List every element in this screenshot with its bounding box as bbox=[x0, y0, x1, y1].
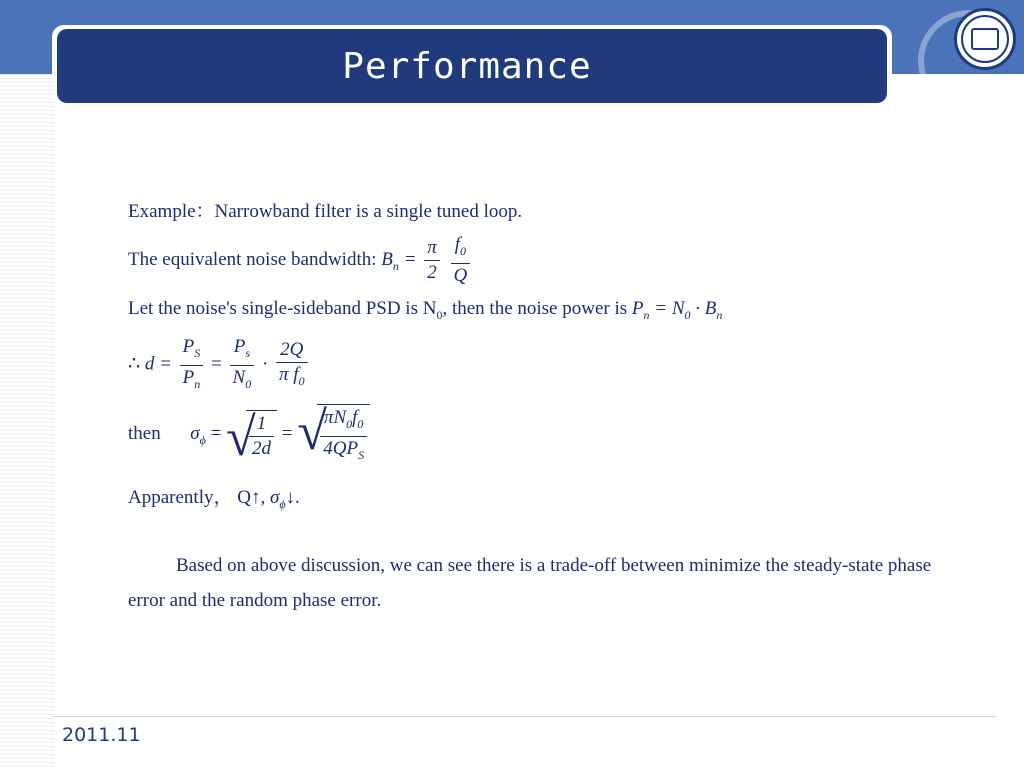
f-subscript: 0 bbox=[460, 243, 466, 258]
ps-symbol: P bbox=[233, 336, 246, 357]
sqrt-one-over-2d bbox=[226, 406, 277, 467]
n0-symbol: = N bbox=[654, 298, 685, 319]
frac-denominator bbox=[320, 437, 367, 466]
up-arrow-icon: ↑ bbox=[250, 487, 261, 508]
period: . bbox=[295, 487, 300, 508]
frac-numerator: 2Q bbox=[276, 339, 308, 363]
n0-symbol: N bbox=[232, 366, 246, 388]
pi-n-symbol: πN bbox=[323, 407, 347, 428]
ps-subscript: s bbox=[245, 345, 250, 360]
sigma-term bbox=[269, 487, 286, 511]
psd-text-tail: , then the noise power is bbox=[442, 298, 628, 319]
bandwidth-formula: $B_n$ = $\frac{\pi}{2}$ $\frac{f_0}{Q}$ bbox=[381, 249, 473, 270]
frac-denominator: 2 bbox=[427, 261, 437, 283]
conclusion-paragraph: Based on above discussion, we can see there is a trade-off between minimize the steady-state phase error and the random phase error. bbox=[128, 555, 932, 611]
footer-divider bbox=[54, 716, 996, 717]
pn-symbol: P bbox=[182, 366, 195, 388]
example-line: Example：Narrowband filter is a single tuned loop. bbox=[128, 201, 523, 222]
sqrt-noise-ratio bbox=[297, 401, 370, 466]
pi-over-two bbox=[424, 237, 440, 284]
f-symbol: f bbox=[454, 234, 460, 255]
sigma-lhs bbox=[190, 423, 206, 447]
2q-over-pi-f0 bbox=[276, 339, 308, 392]
ps-subscript: S bbox=[194, 345, 201, 360]
ps-over-pn bbox=[180, 336, 204, 395]
frac-denominator bbox=[180, 366, 204, 395]
phi-subscript: ϕ bbox=[199, 432, 206, 447]
noise-power-formula bbox=[631, 298, 723, 322]
n0-subscript: 0 bbox=[245, 376, 252, 391]
bn-subscript: n bbox=[392, 258, 399, 273]
n0-subscript: 0 bbox=[684, 307, 691, 322]
bandwidth-line bbox=[128, 234, 473, 287]
frac-numerator: π bbox=[424, 237, 440, 261]
sigma-symbol: σ bbox=[190, 423, 200, 445]
f-symbol: f bbox=[352, 407, 358, 428]
psd-line bbox=[128, 298, 722, 323]
down-arrow-icon: ↓ bbox=[285, 487, 296, 508]
radical-icon: √ bbox=[297, 401, 327, 461]
sigma-formula-line: then $\sigma_\phi$ = √ $\frac{1}{2d}$ = √ $\frac{\pi N_0f_0}{4QP_S}$ bbox=[128, 404, 370, 466]
f0-subscript: 0 bbox=[357, 416, 364, 431]
slide-title: Performance bbox=[342, 45, 592, 87]
frac-denominator bbox=[276, 363, 308, 392]
apparently-label: Apparently， Q bbox=[128, 487, 251, 508]
ps-symbol: P bbox=[182, 336, 195, 357]
pn-subscript: n bbox=[194, 376, 201, 391]
frac-denominator: 2d bbox=[252, 437, 272, 459]
left-stripe-decoration bbox=[0, 74, 54, 768]
university-logo bbox=[954, 8, 1016, 70]
f0-subscript: 0 bbox=[298, 373, 305, 388]
bandwidth-label: The equivalent noise bandwidth: bbox=[128, 248, 377, 270]
footer-date: 2011.11 bbox=[62, 724, 141, 746]
4qp-symbol: 4QP bbox=[323, 437, 359, 459]
psd-subscript: 0 bbox=[436, 307, 443, 322]
apparently-line bbox=[128, 482, 300, 512]
therefore-symbol: ∴ bbox=[128, 353, 141, 375]
frac-denominator bbox=[230, 366, 255, 395]
frac-numerator bbox=[230, 336, 255, 366]
frac-numerator bbox=[451, 234, 471, 264]
bn-term: · B bbox=[695, 298, 717, 319]
comma: , bbox=[260, 487, 266, 508]
f0-over-q bbox=[451, 234, 471, 287]
ps-over-n0 bbox=[230, 336, 255, 395]
logo-emblem-icon bbox=[971, 28, 999, 50]
frac-numerator bbox=[320, 407, 367, 437]
then-label: then bbox=[128, 423, 161, 445]
psd-text: Let the noise's single-sideband PSD is N bbox=[128, 298, 437, 319]
pi-f-symbol: π f bbox=[279, 363, 299, 385]
pn-symbol: P bbox=[631, 298, 644, 319]
frac-numerator: 1 bbox=[249, 413, 274, 437]
radical-icon: √ bbox=[226, 406, 256, 467]
pi-n0-f0-over-4qps bbox=[320, 407, 367, 466]
sigma-symbol: σ bbox=[269, 487, 280, 508]
d-formula-line: ∴ d = $\frac{P_S}{P_n}$ = $\frac{P_s}{N_0}$ · $\frac{2Q}{\pi f_0}$ bbox=[128, 336, 311, 395]
phi-subscript: ϕ bbox=[279, 496, 286, 511]
frac-denominator: Q bbox=[453, 264, 468, 286]
bn-term-subscript: n bbox=[716, 307, 723, 322]
frac-numerator bbox=[180, 336, 204, 366]
bn-symbol: B bbox=[381, 248, 393, 270]
title-bar bbox=[52, 25, 892, 107]
n0-subscript: 0 bbox=[346, 416, 353, 431]
title-panel bbox=[57, 29, 887, 103]
d-lhs: d = bbox=[144, 353, 172, 375]
ps-subscript: S bbox=[358, 447, 365, 462]
pn-subscript: n bbox=[643, 307, 650, 322]
logo-ring bbox=[961, 15, 1009, 63]
